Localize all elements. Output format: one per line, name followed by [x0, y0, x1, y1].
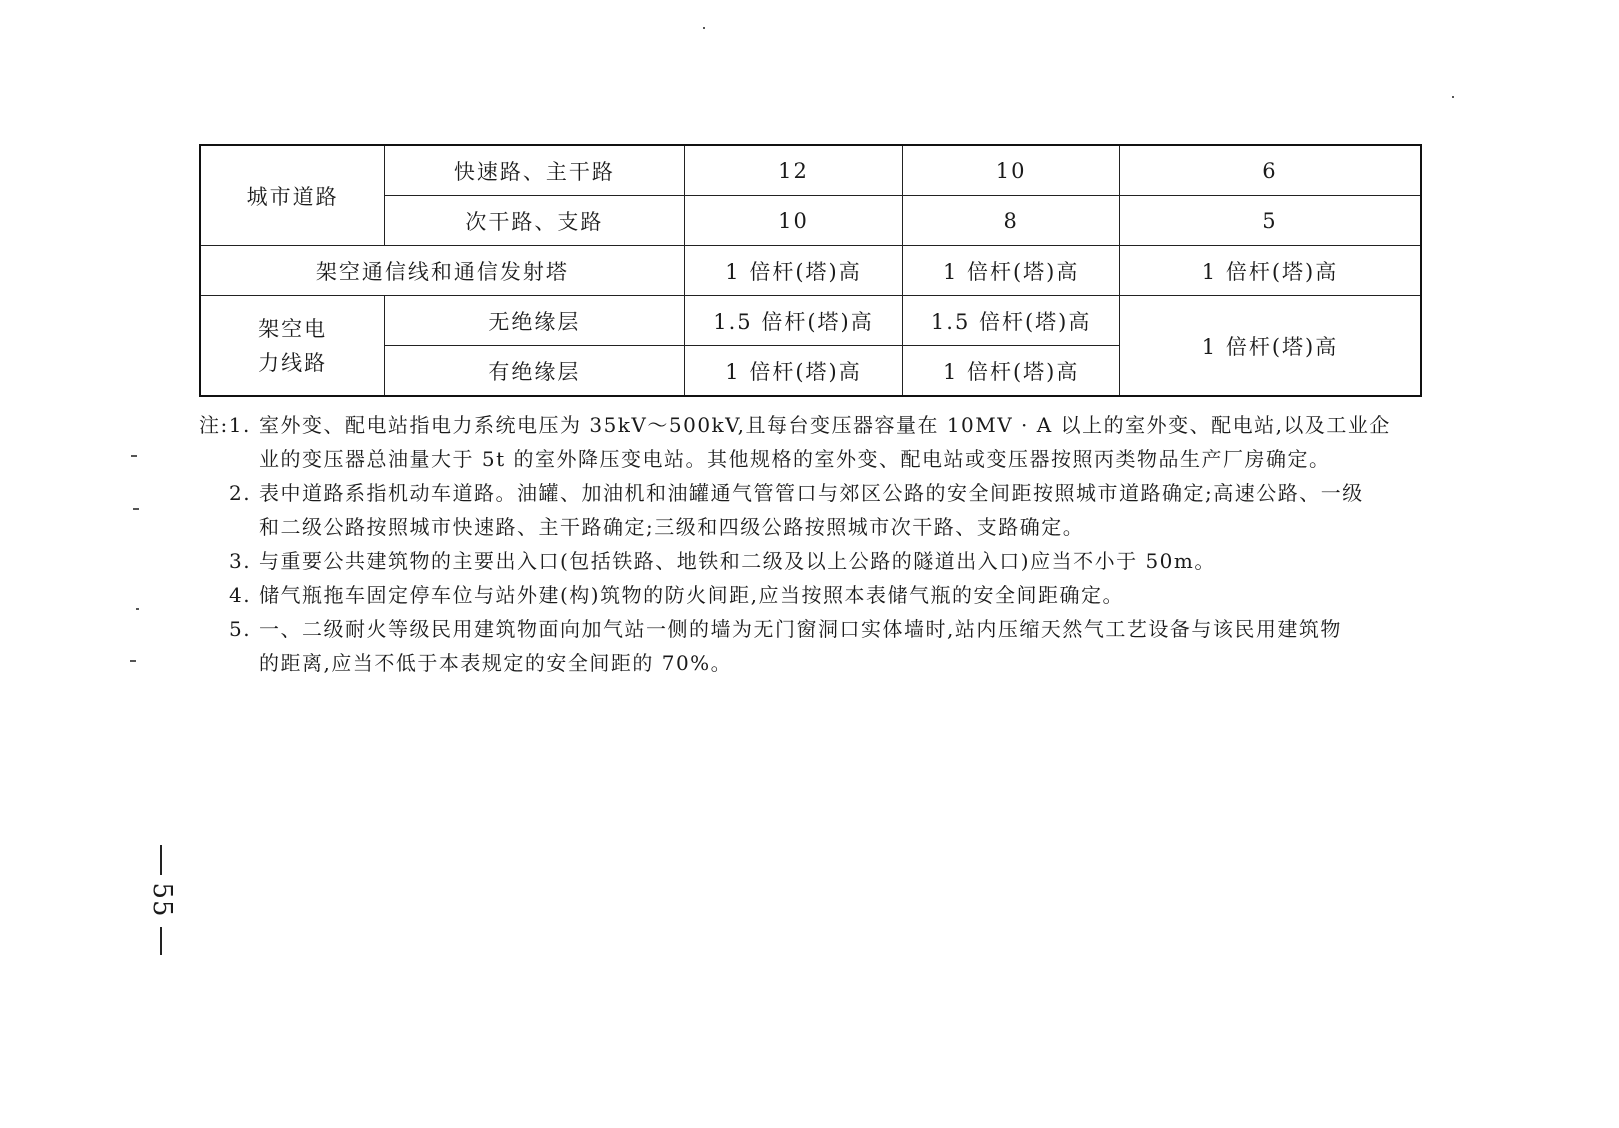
value-cell: 10: [903, 145, 1120, 196]
table-row: [200, 145, 1421, 196]
safety-distance-table: [199, 144, 1422, 397]
scan-speck: [136, 608, 139, 610]
table-row: [200, 246, 1421, 296]
note-line: 业的变压器总油量大于 5t 的室外降压变电站。其他规格的室外变、配电站或变压器按照丙类物品生产厂房确定。: [259, 447, 1331, 471]
value-cell: 1.5 倍杆(塔)高: [684, 296, 903, 346]
value-cell: 8: [903, 196, 1120, 246]
item-cell: 架空通信线和通信发射塔: [200, 246, 684, 296]
page-number: [138, 845, 188, 955]
value-cell: 1 倍杆(塔)高: [903, 346, 1120, 397]
value-cell: 5: [1119, 196, 1421, 246]
note-number: 2.: [229, 481, 252, 505]
table-row: [200, 296, 1421, 346]
page-number-rule: [160, 845, 162, 875]
note-number: 5.: [229, 617, 252, 641]
note-item: [199, 408, 1429, 476]
note-number: 1.: [228, 413, 251, 437]
note-line: 表中道路系指机动车道路。油罐、加油机和油罐通气管管口与郊区公路的安全间距按照城市道路确定;高速公路、一级: [259, 481, 1364, 505]
value-cell: 1 倍杆(塔)高: [1119, 296, 1421, 397]
item-cell: 快速路、主干路: [385, 145, 685, 196]
note-item: [199, 612, 1429, 680]
note-number: 3.: [229, 549, 252, 573]
item-cell: 无绝缘层: [385, 296, 685, 346]
notes-prefix: 注:: [199, 413, 229, 437]
value-cell: 10: [684, 196, 903, 246]
item-cell: 次干路、支路: [385, 196, 685, 246]
group-label-line: 架空电: [258, 316, 328, 341]
row-group-cell: [200, 296, 385, 397]
scan-speck: [131, 455, 137, 457]
value-cell: 1.5 倍杆(塔)高: [903, 296, 1120, 346]
note-line: 和二级公路按照城市快速路、主干路确定;三级和四级公路按照城市次干路、支路确定。: [259, 515, 1085, 539]
value-cell: 12: [684, 145, 903, 196]
note-line: 与重要公共建筑物的主要出入口(包括铁路、地铁和二级及以上公路的隧道出入口)应当不小于 50m。: [259, 549, 1216, 573]
note-label: [199, 408, 251, 442]
group-label-line: 力线路: [258, 350, 328, 375]
row-group-cell: 城市道路: [200, 145, 385, 246]
table-notes: [199, 408, 1429, 680]
note-item: [199, 476, 1429, 544]
note-item: [199, 544, 1429, 578]
note-item: [199, 578, 1429, 612]
value-cell: 1 倍杆(塔)高: [903, 246, 1120, 296]
scan-speck: [133, 508, 139, 510]
note-line: 一、二级耐火等级民用建筑物面向加气站一侧的墙为无门窗洞口实体墙时,站内压缩天然气工艺设备与该民用建筑物: [259, 617, 1342, 641]
page-number-text: 55: [147, 882, 177, 918]
note-line: 储气瓶拖车固定停车位与站外建(构)筑物的防火间距,应当按照本表储气瓶的安全间距确定。: [259, 583, 1124, 607]
value-cell: 1 倍杆(塔)高: [684, 346, 903, 397]
note-line: 的距离,应当不低于本表规定的安全间距的 70%。: [259, 651, 733, 675]
note-line: 室外变、配电站指电力系统电压为 35kV～500kV,且每台变压器容量在 10MV · A 以上的室外变、配电站,以及工业企: [259, 413, 1391, 437]
item-cell: 有绝缘层: [385, 346, 685, 397]
page-number-rule: [160, 927, 162, 955]
scan-speck: [130, 660, 136, 662]
value-cell: 1 倍杆(塔)高: [684, 246, 903, 296]
value-cell: 1 倍杆(塔)高: [1119, 246, 1421, 296]
value-cell: 6: [1119, 145, 1421, 196]
note-number: 4.: [229, 583, 252, 607]
scan-speck: [1452, 96, 1454, 98]
scan-speck: [703, 27, 705, 29]
